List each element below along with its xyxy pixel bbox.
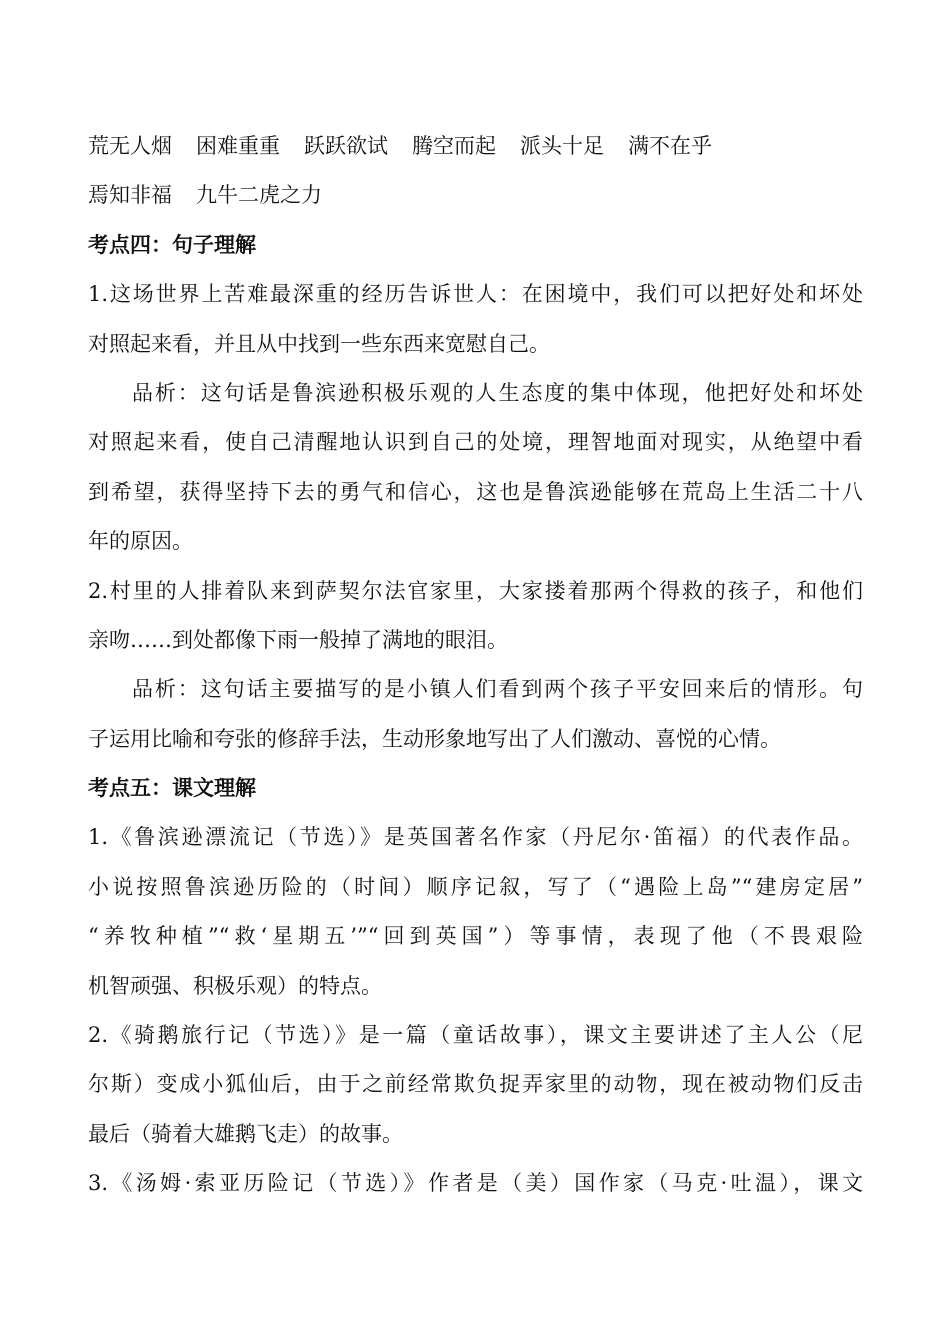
s5-item1-line: “养牧种植”“救‘星期五’”“回到英国”）等事情，表现了他（不畏艰险	[88, 924, 863, 949]
idiom-word: 九牛二虎之力	[196, 183, 322, 208]
document-content	[88, 122, 863, 1209]
idiom-word: 满不在乎	[628, 134, 712, 158]
s5-item3-line: 3.《汤姆·索亚历险记（节选）》作者是（美）国作家（马克·吐温），课文	[88, 1171, 863, 1196]
s4-item2-analysis-line: 品析：这句话主要描写的是小镇人们看到两个孩子平安回来后的情形。句	[132, 677, 863, 702]
s5-item1-line: 1.《鲁滨逊漂流记（节选）》是英国著名作家（丹尼尔·笛福）的代表作品。	[88, 825, 863, 850]
s5-item1-line: 机智顽强、积极乐观）的特点。	[88, 973, 382, 998]
s4-item1-analysis-line: 年的原因。	[88, 529, 193, 554]
idiom-word: 荒无人烟	[88, 134, 172, 158]
s5-item2-line: 2.《骑鹅旅行记（节选）》是一篇（童话故事），课文主要讲述了主人公（尼	[88, 1023, 863, 1048]
s4-item1-line: 1.这场世界上苦难最深重的经历告诉世人：在困境中，我们可以把好处和坏处	[88, 282, 863, 307]
idiom-row-1	[88, 122, 863, 171]
s4-item2-line: 亲吻……到处都像下雨一般掉了满地的眼泪。	[88, 627, 508, 652]
s4-item2-analysis-line: 子运用比喻和夸张的修辞手法，生动形象地写出了人们激动、喜悦的心情。	[88, 726, 781, 751]
idiom-word: 焉知非福	[88, 183, 172, 208]
s4-item1-analysis-line: 对照起来看，使自己清醒地认识到自己的处境，理智地面对现实，从绝望中看	[88, 430, 863, 455]
s4-item1-line: 对照起来看，并且从中找到一些东西来宽慰自己。	[88, 331, 550, 356]
s5-item2-line: 尔斯）变成小狐仙后，由于之前经常欺负捉弄家里的动物，现在被动物们反击	[88, 1072, 863, 1097]
section-5-heading: 考点五：课文理解	[88, 776, 256, 801]
idiom-word: 跃跃欲试	[304, 134, 388, 158]
s4-item2-line: 2.村里的人排着队来到萨契尔法官家里，大家搂着那两个得救的孩子，和他们	[88, 578, 863, 603]
idiom-row-2	[88, 171, 863, 220]
s5-item2-line: 最后（骑着大雄鹅飞走）的故事。	[88, 1121, 403, 1146]
idiom-word: 困难重重	[196, 134, 280, 158]
s4-item1-analysis-line: 到希望，获得坚持下去的勇气和信心，这也是鲁滨逊能够在荒岛上生活二十八	[88, 479, 863, 504]
idiom-word: 腾空而起	[412, 134, 496, 158]
section-4-heading: 考点四：句子理解	[88, 232, 256, 257]
s4-item1-analysis-line: 品析：这句话是鲁滨逊积极乐观的人生态度的集中体现，他把好处和坏处	[132, 380, 863, 405]
s5-item1-line: 小说按照鲁滨逊历险的（时间）顺序记叙，写了（“遇险上岛”“建房定居”	[88, 874, 863, 899]
idiom-word: 派头十足	[520, 134, 604, 158]
